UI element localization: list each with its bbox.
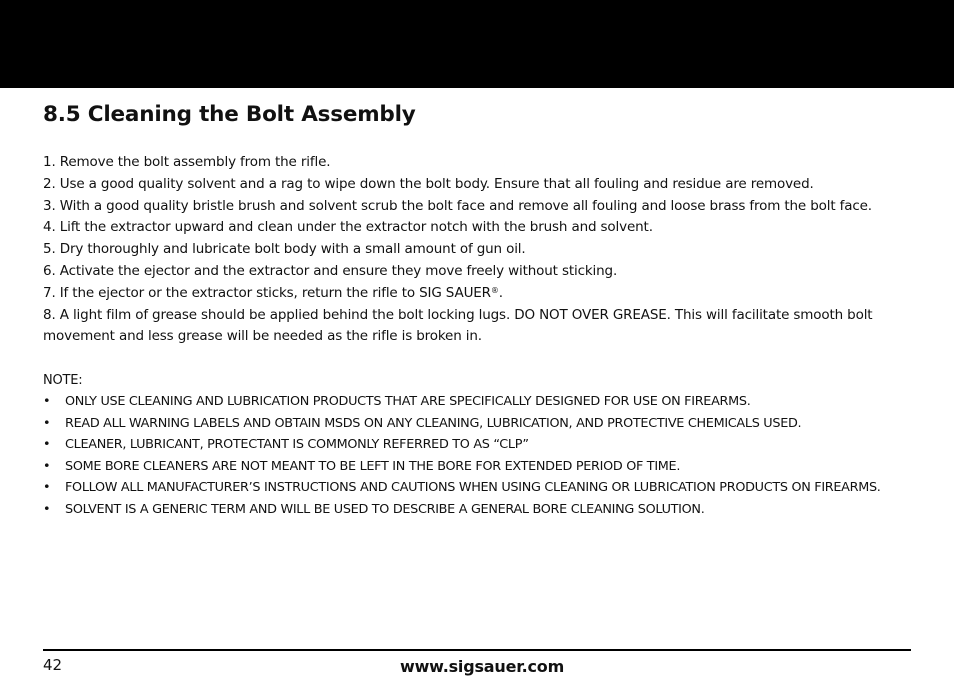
step-item: 6. Activate the ejector and the extractor and ensure they move freely without sticking. xyxy=(43,262,618,279)
bullet-icon: • xyxy=(43,415,51,431)
step-item: 2. Use a good quality solvent and a rag to wipe down the bolt body. Ensure that all fouling and residue are removed. xyxy=(43,175,814,192)
page-number: 42 xyxy=(43,656,63,674)
bullet-icon: • xyxy=(43,394,51,409)
step-item: 5. Dry thoroughly and lubricate bolt body with a small amount of gun oil. xyxy=(43,241,526,258)
section-title: 8.5 Cleaning the Bolt Assembly xyxy=(43,102,416,127)
note-text: ONLY USE CLEANING AND LUBRICATION PRODUCTS THAT ARE SPECIFICALLY DESIGNED FOR USE ON FIREARMS. xyxy=(65,394,751,409)
note-label: NOTE: xyxy=(43,373,83,388)
note-item xyxy=(43,477,913,499)
bullet-icon: • xyxy=(43,437,51,453)
note-text: READ ALL WARNING LABELS AND OBTAIN MSDS ON ANY CLEANING, LUBRICATION, AND PROTECTIVE CHEMICALS USED. xyxy=(65,415,802,431)
step-item: 1. Remove the bolt assembly from the rifle. xyxy=(43,154,331,170)
bullet-icon: • xyxy=(43,480,51,496)
footer-divider xyxy=(43,649,911,651)
note-text: SOME BORE CLEANERS ARE NOT MEANT TO BE LEFT IN THE BORE FOR EXTENDED PERIOD OF TIME. xyxy=(65,458,681,474)
note-item xyxy=(43,413,913,435)
note-item xyxy=(43,456,913,478)
note-item xyxy=(43,499,913,521)
registered-trademark: ® xyxy=(490,285,499,295)
bullet-icon: • xyxy=(43,458,51,474)
step-item: 3. With a good quality bristle brush and solvent scrub the bolt face and remove all fouling and loose brass from the bolt face. xyxy=(43,197,872,214)
cleaning-steps-list xyxy=(43,152,913,348)
note-text: FOLLOW ALL MANUFACTURER’S INSTRUCTIONS AND CAUTIONS WHEN USING CLEANING OR LUBRICATION PRODUCTS ON FIREARMS. xyxy=(65,480,881,496)
footer-website-url: www.sigsauer.com xyxy=(400,657,565,676)
step-item xyxy=(43,283,913,305)
step-item: 4. Lift the extractor upward and clean under the extractor notch with the brush and solvent. xyxy=(43,219,653,236)
note-text: CLEANER, LUBRICANT, PROTECTANT IS COMMONLY REFERRED TO AS “CLP” xyxy=(65,437,529,453)
step-item: 8. A light film of grease should be applied behind the bolt locking lugs. DO NOT OVER GREASE. This will facilitate smooth bolt movement and less grease will be needed as the rifle is broken in. xyxy=(43,306,873,345)
note-item xyxy=(43,391,913,413)
step-suffix: . xyxy=(498,284,503,301)
note-item xyxy=(43,434,913,456)
header-bar xyxy=(0,0,954,88)
note-text: SOLVENT IS A GENERIC TERM AND WILL BE USED TO DESCRIBE A GENERAL BORE CLEANING SOLUTION. xyxy=(65,501,705,517)
note-list xyxy=(43,391,913,521)
step-text: 7. If the ejector or the extractor sticks, return the rifle to SIG SAUER xyxy=(43,284,491,301)
bullet-icon: • xyxy=(43,501,51,517)
